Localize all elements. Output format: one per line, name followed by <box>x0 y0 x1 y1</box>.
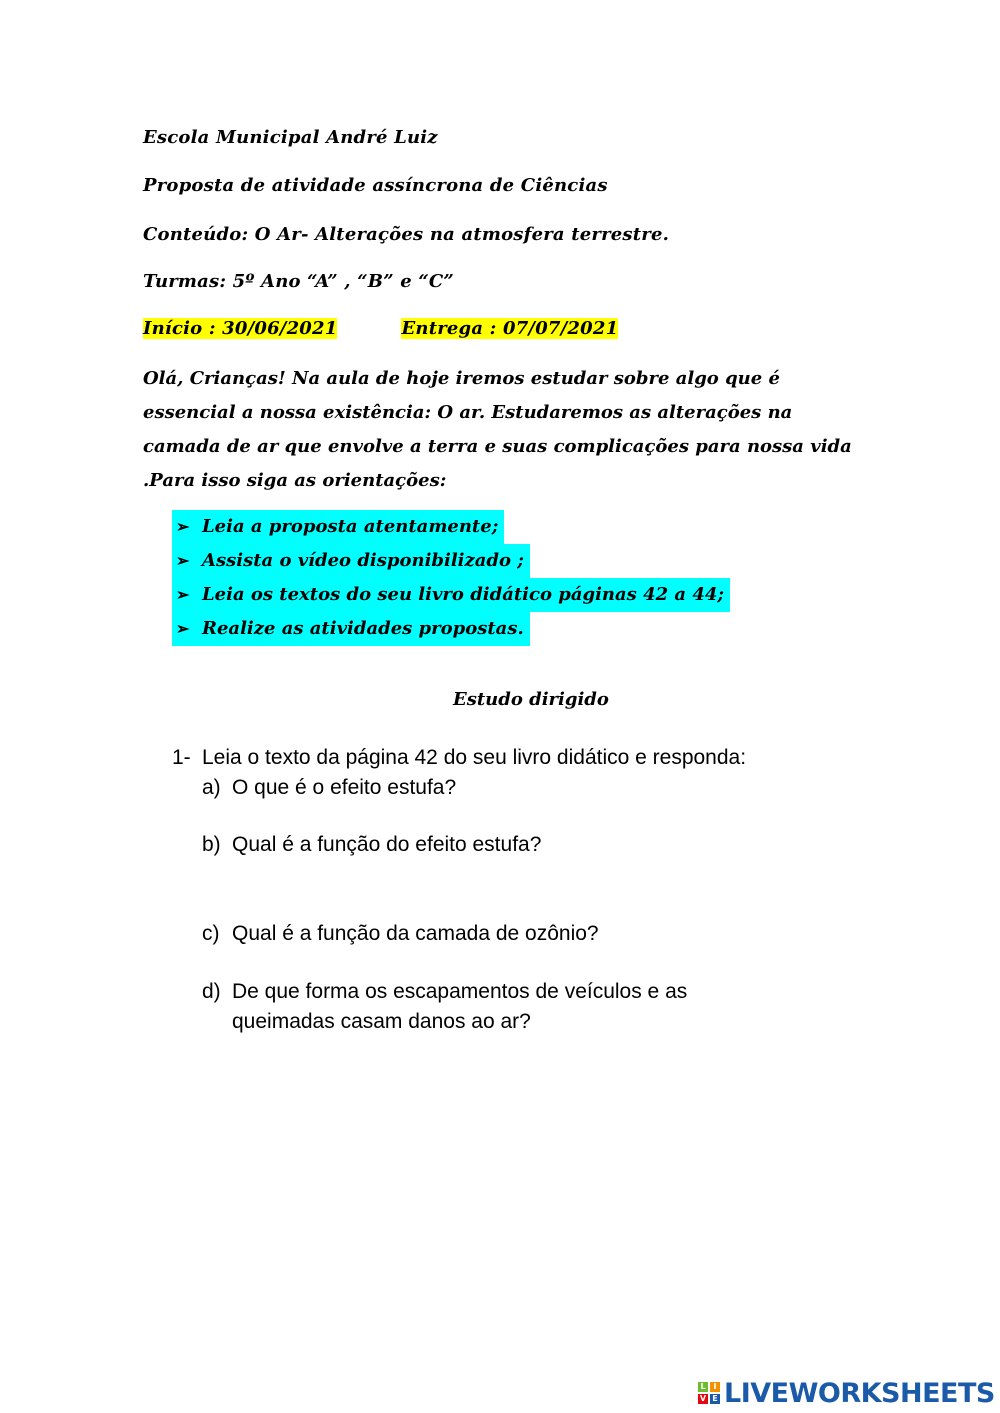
instruction-text: Realize as atividades propostas. <box>202 618 524 639</box>
item-text: Qual é a função do efeito estufa? <box>232 833 542 856</box>
item-letter: a) <box>202 776 221 799</box>
classes-line: Turmas: 5º Ano “A” , “B” e “C” <box>143 271 454 292</box>
logo-letter: V <box>699 1394 707 1403</box>
question-item-c <box>202 919 599 949</box>
logo-letter: L <box>698 1382 708 1392</box>
item-text: Qual é a função da camada de ozônio? <box>232 922 599 945</box>
arrow-bullet-icon: ➢ <box>176 551 190 570</box>
intro-paragraph <box>143 362 863 498</box>
delivery-date: Entrega : 07/07/2021 <box>401 318 619 339</box>
instruction-text: Assista o vídeo disponibilizado ; <box>202 550 524 571</box>
content-line: Conteúdo: O Ar- Alterações na atmosfera terrestre. <box>143 224 670 245</box>
instruction-item <box>172 578 730 612</box>
question-text: Leia o texto da página 42 do seu livro didático e responda: <box>202 746 747 769</box>
instruction-text: Leia os textos do seu livro didático páginas 42 a 44; <box>202 584 725 605</box>
item-letter: c) <box>202 922 220 945</box>
logo-letter: I <box>710 1382 720 1392</box>
dates-line <box>143 318 618 340</box>
arrow-bullet-icon: ➢ <box>176 585 190 604</box>
proposal-title: Proposta de atividade assíncrona de Ciências <box>143 175 608 196</box>
logo-letter: E <box>710 1394 720 1404</box>
item-text: De que forma os escapamentos de veículos e as <box>232 980 688 1003</box>
logo-text: LIVEWORKSHEETS <box>724 1377 995 1409</box>
item-text: O que é o efeito estufa? <box>232 776 457 799</box>
question-item-d <box>202 977 687 1007</box>
item-letter: b) <box>202 833 221 856</box>
start-date: Início : 30/06/2021 <box>143 318 338 339</box>
question-number: 1- <box>172 746 191 769</box>
question-1 <box>172 743 746 773</box>
intro-line: Olá, Crianças! Na aula de hoje iremos estudar sobre algo que é <box>143 368 780 389</box>
liveworksheets-logo[interactable] <box>698 1378 995 1408</box>
section-title: Estudo dirigido <box>453 689 609 710</box>
instructions-list <box>172 510 730 646</box>
school-name: Escola Municipal André Luiz <box>143 127 438 148</box>
item-letter: d) <box>202 980 221 1003</box>
intro-line: .Para isso siga as orientações: <box>143 470 447 491</box>
question-item-a <box>202 773 456 803</box>
item-text: queimadas casam danos ao ar? <box>232 1010 531 1033</box>
instruction-item <box>172 544 530 578</box>
logo-mark-icon <box>698 1382 720 1404</box>
instruction-item <box>172 510 504 544</box>
arrow-bullet-icon: ➢ <box>176 517 190 536</box>
intro-line: essencial a nossa existência: O ar. Estudaremos as alterações na <box>143 402 793 423</box>
question-item-d-continued <box>232 1007 531 1037</box>
instruction-item <box>172 612 530 646</box>
question-item-b <box>202 830 541 860</box>
intro-line: camada de ar que envolve a terra e suas complicações para nossa vida <box>143 436 852 457</box>
arrow-bullet-icon: ➢ <box>176 619 190 638</box>
instruction-text: Leia a proposta atentamente; <box>202 516 499 537</box>
